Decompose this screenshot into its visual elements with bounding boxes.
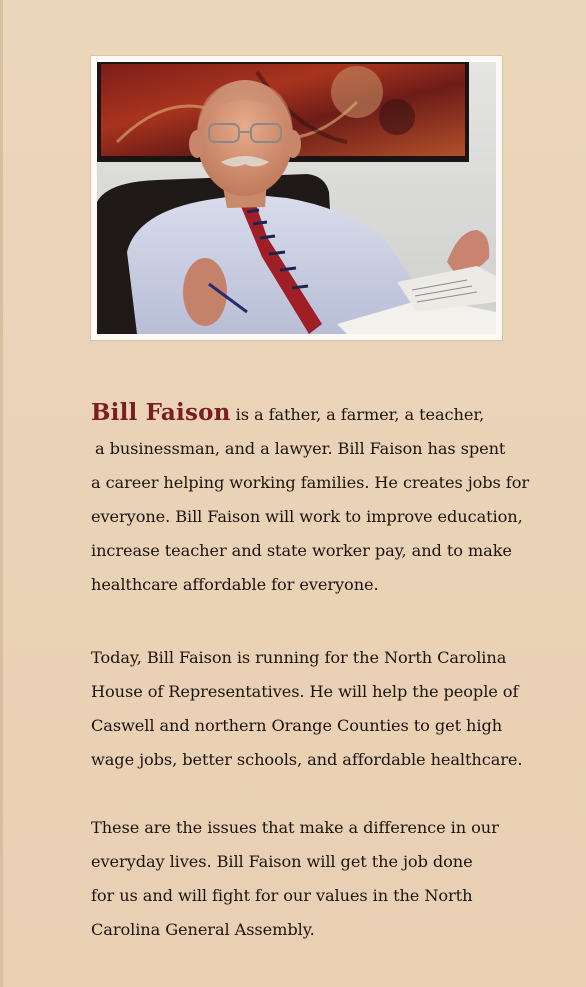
candidate-photo-frame [91, 56, 502, 340]
bio-line: Caswell and northern Orange Counties to get high [91, 716, 503, 735]
bio-paragraph-1 [91, 396, 531, 602]
bio-line: wage jobs, better schools, and affordable healthcare. [91, 750, 523, 769]
bio-line: House of Representatives. He will help the people of [91, 682, 519, 701]
bio-line [91, 396, 531, 432]
candidate-name: Bill Faison [91, 399, 231, 426]
bio-text: is a father, a farmer, a teacher, [230, 405, 485, 424]
bio-line: These are the issues that make a difference in our [91, 818, 499, 837]
bio-line: healthcare affordable for everyone. [91, 575, 379, 594]
bio-paragraph-3 [91, 811, 531, 947]
bio-line: increase teacher and state worker pay, and to make [91, 541, 512, 560]
bio-line: a businessman, and a lawyer. Bill Faison has spent [95, 439, 506, 458]
bio-paragraph-2 [91, 641, 531, 777]
page-edge [0, 0, 3, 987]
bio-line: everyday lives. Bill Faison will get the job done [91, 852, 473, 871]
bio-line: Today, Bill Faison is running for the North Carolina [91, 648, 507, 667]
bio-line: everyone. Bill Faison will work to improve education, [91, 507, 523, 526]
candidate-photo [97, 62, 496, 334]
bio-line: Carolina General Assembly. [91, 920, 315, 939]
bio-line: a career helping working families. He creates jobs for [91, 473, 529, 492]
bio-line: for us and will fight for our values in the North [91, 886, 473, 905]
